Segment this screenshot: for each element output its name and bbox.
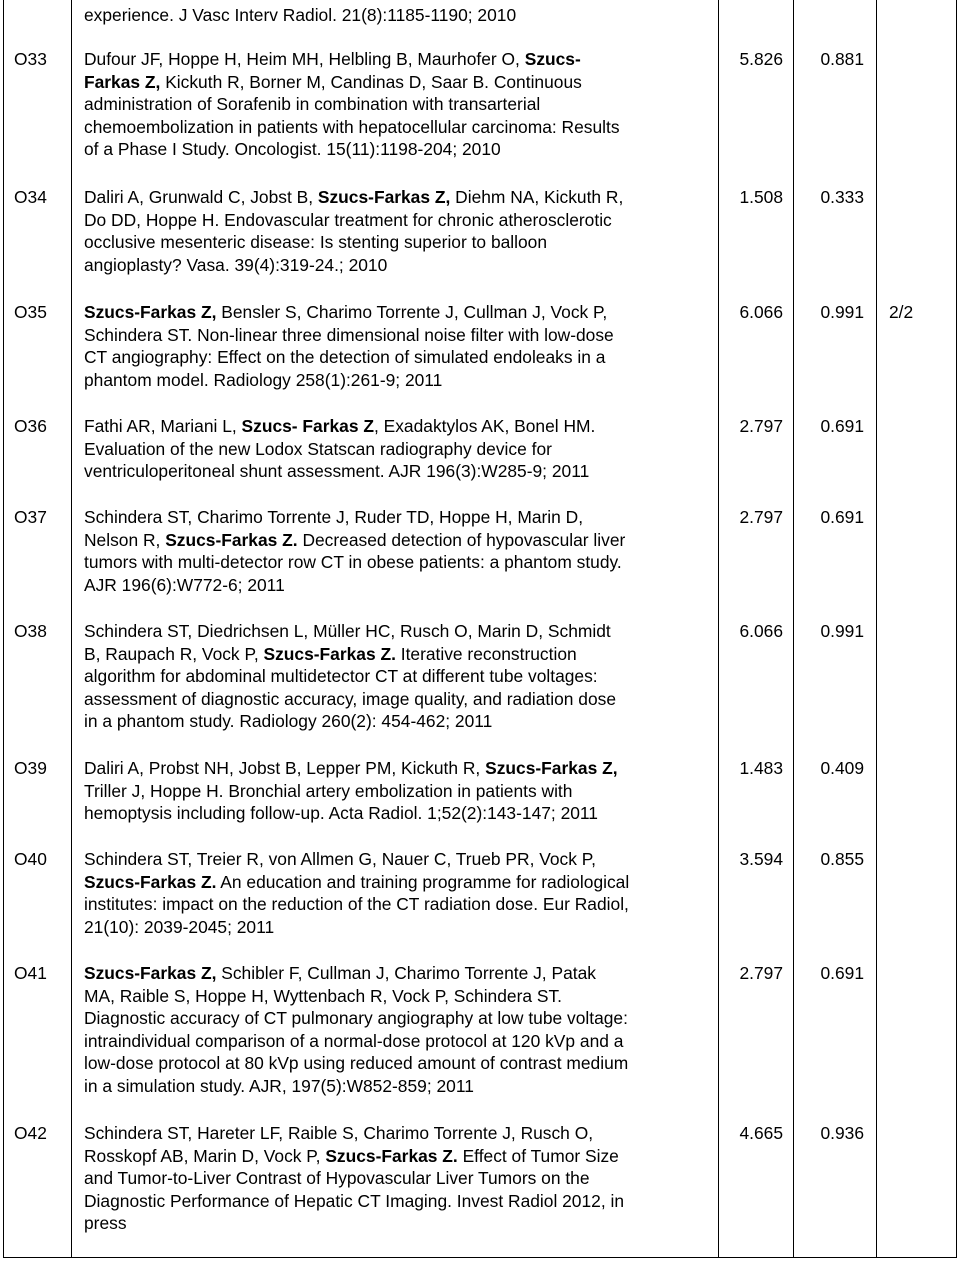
table-border-left	[3, 0, 4, 1258]
reference-line	[84, 1075, 709, 1098]
publication-id: O34	[14, 187, 47, 207]
reference-segment: Rosskopf AB, Marin D, Vock P,	[84, 1145, 326, 1166]
author-highlight: Szucs-Farkas Z,	[84, 963, 217, 983]
author-position: 2/2	[889, 302, 914, 322]
reference-line	[84, 1212, 709, 1235]
reference-segment: Schibler F, Cullman J, Charimo Torrente J, Patak	[216, 963, 596, 983]
reference-line	[84, 848, 709, 871]
reference-line	[84, 1122, 709, 1145]
reference-line	[84, 1030, 709, 1053]
reference-segment: Diagnostic accuracy of CT pulmonary angiography at low tube voltage:	[84, 1008, 628, 1029]
reference-segment: Triller J, Hoppe H. Bronchial artery embolization in patients with	[84, 780, 573, 801]
reference-segment: chemoembolization in patients with hepatocellular carcinoma: Results	[84, 116, 620, 137]
reference-line	[84, 324, 709, 347]
reference-line	[84, 369, 709, 392]
reference-text	[84, 301, 709, 391]
reference-line	[84, 620, 709, 643]
column-divider-reference	[718, 0, 719, 1258]
reference-text	[84, 757, 709, 825]
reference-line	[84, 643, 709, 666]
reference-text	[84, 506, 709, 596]
reference-segment: of a Phase I Study. Oncologist. 15(11):1198-204; 2010	[84, 139, 501, 160]
reference-line	[84, 985, 709, 1008]
reference-segment: Decreased detection of hypovascular liver	[297, 529, 626, 550]
reference-line	[84, 1007, 709, 1030]
citation-value: 0.691	[820, 507, 864, 527]
reference-segment: Daliri A, Probst NH, Jobst B, Lepper PM, Kickuth R,	[84, 758, 486, 778]
citation-value: 0.881	[820, 49, 864, 69]
reference-segment: B, Raupach R, Vock P,	[84, 643, 264, 664]
reference-segment: administration of Sorafenib in combination with transarterial	[84, 94, 541, 115]
author-highlight: Szucs-Farkas Z.	[165, 529, 298, 550]
reference-line	[84, 574, 709, 597]
reference-segment: low-dose protocol at 80 kVp using reduced amount of contrast medium	[84, 1053, 629, 1074]
reference-line	[84, 415, 709, 438]
reference-line	[84, 231, 709, 254]
reference-line	[84, 138, 709, 161]
impact-factor: 1.508	[739, 187, 783, 207]
publication-id: O37	[14, 507, 47, 527]
author-highlight: Szucs-Farkas Z.	[325, 1145, 458, 1166]
citation-value: 0.691	[820, 963, 864, 983]
reference-text	[84, 48, 709, 161]
citation-value: 0.333	[820, 187, 864, 207]
reference-text	[84, 848, 709, 938]
reference-line	[84, 757, 709, 780]
reference-text	[84, 415, 709, 483]
publication-id: O39	[14, 758, 47, 778]
reference-segment: Schindera ST, Diedrichsen L, Müller HC, Rusch O, Marin D, Schmidt	[84, 621, 611, 641]
impact-factor: 2.797	[739, 416, 783, 436]
reference-segment: Diagnostic Performance of Hepatic CT Imaging. Invest Radiol 2012, in	[84, 1190, 625, 1211]
reference-line	[84, 802, 709, 825]
reference-text	[84, 1122, 709, 1235]
reference-segment: Schindera ST, Treier R, von Allmen G, Nauer C, Trueb PR, Vock P,	[84, 849, 596, 869]
reference-segment: assessment of diagnostic accuracy, image quality, and radiation dose	[84, 688, 616, 709]
reference-line	[84, 254, 709, 277]
publication-id: O40	[14, 849, 47, 869]
reference-segment: Effect of Tumor Size	[457, 1145, 619, 1166]
reference-line	[84, 1167, 709, 1190]
reference-line	[84, 871, 709, 894]
reference-segment: Schindera ST, Charimo Torrente J, Ruder TD, Hoppe H, Marin D,	[84, 507, 584, 527]
reference-segment: in a simulation study. AJR, 197(5):W852-859; 2011	[84, 1075, 474, 1096]
reference-segment: phantom model. Radiology 258(1):261-9; 2011	[84, 369, 443, 390]
impact-factor: 6.066	[739, 302, 783, 322]
reference-segment: , Exadaktylos AK, Bonel HM.	[373, 416, 596, 436]
author-highlight: Szucs- Farkas Z	[241, 416, 374, 436]
publication-id: O42	[14, 1123, 47, 1143]
reference-line	[84, 460, 709, 483]
reference-text	[84, 620, 709, 733]
author-highlight: Szucs-Farkas Z,	[485, 758, 618, 778]
citation-value: 0.991	[820, 621, 864, 641]
citation-value: 0.936	[820, 1123, 864, 1143]
reference-segment: press	[84, 1213, 127, 1234]
reference-segment: Fathi AR, Mariani L,	[84, 416, 242, 436]
reference-segment: in a phantom study. Radiology 260(2): 454-462; 2011	[84, 711, 493, 732]
author-highlight: Szucs-Farkas Z.	[263, 643, 396, 664]
impact-factor: 1.483	[739, 758, 783, 778]
impact-factor: 4.665	[739, 1123, 783, 1143]
reference-line	[84, 1145, 709, 1168]
column-divider-id	[71, 0, 72, 1258]
reference-segment: Bensler S, Charimo Torrente J, Cullman J, Vock P,	[216, 302, 608, 322]
reference-segment: and Tumor-to-Liver Contrast of Hypovascular Liver Tumors on the	[84, 1168, 590, 1189]
reference-segment: Schindera ST, Hareter LF, Raible S, Charimo Torrente J, Rusch O,	[84, 1123, 594, 1143]
reference-segment: AJR 196(6):W772-6; 2011	[84, 574, 285, 595]
author-highlight: Szucs-Farkas Z,	[84, 302, 217, 322]
reference-segment: Kickuth R, Borner M, Candinas D, Saar B. Continuous	[160, 71, 582, 92]
reference-line	[84, 71, 709, 94]
author-highlight: Farkas Z,	[84, 71, 161, 92]
publication-id: O33	[14, 49, 47, 69]
reference-segment: An education and training programme for radiological	[216, 871, 630, 892]
publication-id: O41	[14, 963, 47, 983]
publication-id: O36	[14, 416, 47, 436]
citation-value: 0.991	[820, 302, 864, 322]
reference-segment: occlusive mesenteric disease: Is stenting superior to balloon	[84, 232, 548, 253]
publication-id: O35	[14, 302, 47, 322]
reference-segment: angioplasty? Vasa. 39(4):319-24.; 2010	[84, 254, 388, 275]
reference-segment: Dufour JF, Hoppe H, Heim MH, Helbling B, Maurhofer O,	[84, 49, 525, 69]
publication-id: O38	[14, 621, 47, 641]
reference-line	[84, 780, 709, 803]
reference-segment: Schindera ST. Non-linear three dimensional noise filter with low-dose	[84, 324, 614, 345]
reference-segment: ventriculoperitoneal shunt assessment. AJR 196(3):W285-9; 2011	[84, 461, 590, 482]
impact-factor: 2.797	[739, 507, 783, 527]
reference-line	[84, 116, 709, 139]
reference-line	[84, 962, 709, 985]
reference-segment: tumors with multi-detector row CT in obese patients: a phantom study.	[84, 552, 622, 573]
author-highlight: Szucs-	[524, 49, 581, 69]
reference-segment: intraindividual comparison of a normal-dose protocol at 120 kVp and a	[84, 1030, 624, 1051]
reference-text	[84, 186, 709, 276]
impact-factor: 2.797	[739, 963, 783, 983]
reference-line	[84, 916, 709, 939]
reference-segment: Iterative reconstruction	[395, 643, 577, 664]
reference-segment: 21(10): 2039-2045; 2011	[84, 916, 275, 937]
reference-line	[84, 665, 709, 688]
reference-segment: MA, Raible S, Hoppe H, Wyttenbach R, Vock P, Schindera ST.	[84, 985, 562, 1006]
reference-line	[84, 1190, 709, 1213]
impact-factor: 6.066	[739, 621, 783, 641]
reference-line	[84, 301, 709, 324]
reference-line	[84, 529, 709, 552]
author-highlight: Szucs-Farkas Z,	[317, 187, 451, 207]
reference-line	[84, 4, 709, 27]
table-border-right	[956, 0, 957, 1258]
reference-line	[84, 551, 709, 574]
reference-line	[84, 438, 709, 461]
reference-segment: algorithm for abdominal multidetector CT at different tube voltages:	[84, 666, 598, 687]
reference-segment: Evaluation of the new Lodox Statscan radiography device for	[84, 438, 552, 459]
reference-segment: CT angiography: Effect on the detection of simulated endoleaks in a	[84, 347, 606, 368]
author-highlight: Szucs-Farkas Z.	[84, 871, 217, 892]
reference-line	[84, 186, 709, 209]
reference-line	[84, 346, 709, 369]
reference-segment: Daliri A, Grunwald C, Jobst B,	[84, 187, 318, 207]
citation-value: 0.409	[820, 758, 864, 778]
reference-line	[84, 506, 709, 529]
reference-line	[84, 893, 709, 916]
citation-value: 0.691	[820, 416, 864, 436]
reference-line	[84, 710, 709, 733]
reference-line	[84, 48, 709, 71]
reference-text	[84, 962, 709, 1098]
reference-line	[84, 93, 709, 116]
reference-segment: Diehm NA, Kickuth R,	[450, 187, 624, 207]
column-divider-impact	[793, 0, 794, 1258]
reference-segment: institutes: impact on the reduction of the CT radiation dose. Eur Radiol,	[84, 894, 629, 915]
column-divider-citation	[876, 0, 877, 1258]
impact-factor: 5.826	[739, 49, 783, 69]
reference-segment: experience. J Vasc Interv Radiol. 21(8):1185-1190; 2010	[84, 5, 517, 25]
reference-segment: Do DD, Hoppe H. Endovascular treatment for chronic atherosclerotic	[84, 209, 612, 230]
reference-segment: Nelson R,	[84, 529, 166, 550]
table-border-bottom	[3, 1257, 957, 1258]
reference-segment: hemoptysis including follow-up. Acta Radiol. 1;52(2):143-147; 2011	[84, 803, 598, 824]
reference-line	[84, 209, 709, 232]
reference-text	[84, 4, 709, 27]
impact-factor: 3.594	[739, 849, 783, 869]
citation-value: 0.855	[820, 849, 864, 869]
reference-line	[84, 688, 709, 711]
reference-line	[84, 1052, 709, 1075]
